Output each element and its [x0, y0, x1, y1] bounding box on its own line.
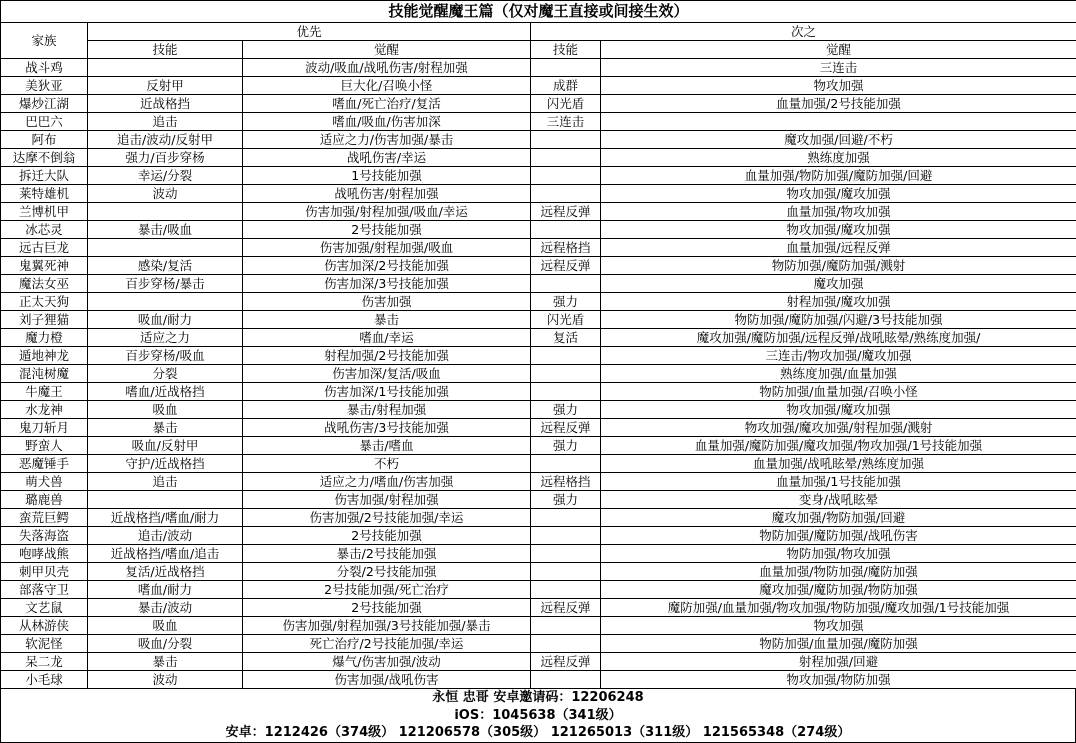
- table-row: [1, 329, 1076, 347]
- secondary-awaken-cell: 三连击/物攻加强/魔攻加强: [601, 347, 1076, 365]
- family-cell: 恶魔锤手: [1, 455, 88, 473]
- priority-awaken-cell: 伤害加强/2号技能加强/幸运: [243, 509, 531, 527]
- family-header: 家族: [1, 23, 88, 59]
- family-cell: 兰博机甲: [1, 203, 88, 221]
- secondary-skill-cell: [531, 671, 601, 689]
- table-row: [1, 527, 1076, 545]
- secondary-skill-cell: 远程反弹: [531, 653, 601, 671]
- secondary-skill-cell: [531, 527, 601, 545]
- priority-skill-cell: 波动: [88, 671, 243, 689]
- family-cell: 正太天狗: [1, 293, 88, 311]
- priority-skill-header: 技能: [88, 41, 243, 59]
- secondary-awaken-cell: 熟练度加强/血量加强: [601, 365, 1076, 383]
- priority-awaken-cell: 2号技能加强/死亡治疗: [243, 581, 531, 599]
- priority-awaken-cell: 伤害加强/射程加强: [243, 491, 531, 509]
- family-cell: 从林游侠: [1, 617, 88, 635]
- priority-awaken-cell: 不朽: [243, 455, 531, 473]
- secondary-skill-cell: [531, 275, 601, 293]
- priority-skill-cell: 感染/复活: [88, 257, 243, 275]
- table-row: [1, 437, 1076, 455]
- priority-skill-cell: 百步穿杨/暴击: [88, 275, 243, 293]
- priority-awaken-header: 觉醒: [243, 41, 531, 59]
- footer-line-android: 安卓：1212426（374级） 121206578（305级） 121265013（311级） 121565348（274级）: [1, 724, 1075, 742]
- secondary-awaken-cell: 物防加强/魔防加强/闪避/3号技能加强: [601, 311, 1076, 329]
- secondary-skill-cell: 三连击: [531, 113, 601, 131]
- priority-awaken-cell: 死亡治疗/2号技能加强/幸运: [243, 635, 531, 653]
- priority-skill-cell: [88, 59, 243, 77]
- table-row: [1, 563, 1076, 581]
- secondary-skill-cell: [531, 167, 601, 185]
- priority-awaken-cell: 伤害加强/射程加强/3号技能加强/暴击: [243, 617, 531, 635]
- table-row: [1, 365, 1076, 383]
- family-cell: 莱特雄机: [1, 185, 88, 203]
- priority-awaken-cell: 暴击/嗜血: [243, 437, 531, 455]
- secondary-awaken-cell: 魔攻加强/物防加强/回避: [601, 509, 1076, 527]
- secondary-awaken-cell: 血量加强/物防加强/魔防加强/回避: [601, 167, 1076, 185]
- secondary-skill-cell: [531, 131, 601, 149]
- priority-skill-cell: 嗜血/耐力: [88, 581, 243, 599]
- priority-awaken-cell: 2号技能加强: [243, 599, 531, 617]
- sheet-title: 技能觉醒魔王篇（仅对魔王直接或间接生效）: [1, 1, 1076, 23]
- secondary-awaken-cell: 物攻加强/物防加强: [601, 671, 1076, 689]
- family-cell: 冰芯灵: [1, 221, 88, 239]
- secondary-skill-cell: 闪光盾: [531, 95, 601, 113]
- table-row: [1, 293, 1076, 311]
- secondary-skill-cell: 复活: [531, 329, 601, 347]
- priority-skill-cell: [88, 491, 243, 509]
- priority-skill-cell: 吸血/分裂: [88, 635, 243, 653]
- family-cell: 战斗鸡: [1, 59, 88, 77]
- priority-skill-cell: 强力/百步穿杨: [88, 149, 243, 167]
- family-cell: 阿布: [1, 131, 88, 149]
- table-row: [1, 653, 1076, 671]
- secondary-awaken-cell: 魔攻加强/魔防加强/物防加强: [601, 581, 1076, 599]
- priority-awaken-cell: 伤害加强/战吼伤害: [243, 671, 531, 689]
- family-cell: 咆哮战熊: [1, 545, 88, 563]
- priority-skill-cell: 百步穿杨/吸血: [88, 347, 243, 365]
- secondary-awaken-cell: 物攻加强/魔攻加强: [601, 185, 1076, 203]
- family-cell: 小毛球: [1, 671, 88, 689]
- priority-awaken-cell: 伤害加强/射程加强/吸血/幸运: [243, 203, 531, 221]
- secondary-skill-cell: [531, 455, 601, 473]
- priority-skill-cell: 近战格挡/嗜血/追击: [88, 545, 243, 563]
- table-body: [1, 59, 1076, 689]
- secondary-awaken-cell: 物防加强/血量加强/召唤小怪: [601, 383, 1076, 401]
- priority-awaken-cell: 暴击: [243, 311, 531, 329]
- secondary-awaken-cell: 血量加强/远程反弹: [601, 239, 1076, 257]
- priority-skill-cell: 追击: [88, 113, 243, 131]
- table-row: [1, 347, 1076, 365]
- priority-awaken-cell: 伤害加深/复活/吸血: [243, 365, 531, 383]
- secondary-skill-cell: [531, 149, 601, 167]
- table-row: [1, 491, 1076, 509]
- priority-awaken-cell: 2号技能加强: [243, 527, 531, 545]
- secondary-skill-cell: [531, 383, 601, 401]
- family-cell: 呆二龙: [1, 653, 88, 671]
- priority-awaken-cell: 适应之力/嗜血/伤害加强: [243, 473, 531, 491]
- secondary-awaken-cell: 物攻加强/魔攻加强/射程加强/溅射: [601, 419, 1076, 437]
- priority-skill-cell: 追击/波动: [88, 527, 243, 545]
- priority-skill-cell: 分裂: [88, 365, 243, 383]
- priority-skill-cell: [88, 293, 243, 311]
- priority-awaken-cell: 波动/吸血/战吼伤害/射程加强: [243, 59, 531, 77]
- family-cell: 遁地神龙: [1, 347, 88, 365]
- priority-skill-cell: 暴击: [88, 419, 243, 437]
- family-cell: 蛮荒巨鳄: [1, 509, 88, 527]
- table-row: [1, 203, 1076, 221]
- priority-awaken-cell: 嗜血/幸运: [243, 329, 531, 347]
- priority-skill-cell: 吸血: [88, 617, 243, 635]
- family-cell: 混沌树魔: [1, 365, 88, 383]
- family-cell: 鬼翼死神: [1, 257, 88, 275]
- secondary-skill-cell: 强力: [531, 401, 601, 419]
- secondary-skill-cell: 强力: [531, 491, 601, 509]
- table-row: [1, 167, 1076, 185]
- priority-header: 优先: [88, 23, 531, 41]
- priority-skill-cell: 近战格挡/嗜血/耐力: [88, 509, 243, 527]
- secondary-awaken-cell: 物防加强/物攻加强: [601, 545, 1076, 563]
- priority-awaken-cell: 战吼伤害/射程加强: [243, 185, 531, 203]
- secondary-awaken-cell: 魔攻加强: [601, 275, 1076, 293]
- priority-skill-cell: 波动: [88, 185, 243, 203]
- priority-skill-cell: 吸血/耐力: [88, 311, 243, 329]
- table-row: [1, 473, 1076, 491]
- secondary-skill-cell: 远程反弹: [531, 257, 601, 275]
- priority-skill-cell: 暴击: [88, 653, 243, 671]
- priority-awaken-cell: 战吼伤害/幸运: [243, 149, 531, 167]
- family-cell: 远古巨龙: [1, 239, 88, 257]
- family-cell: 牛魔王: [1, 383, 88, 401]
- secondary-awaken-cell: 物攻加强: [601, 617, 1076, 635]
- secondary-skill-cell: [531, 185, 601, 203]
- table-row: [1, 59, 1076, 77]
- priority-awaken-cell: 巨大化/召唤小怪: [243, 77, 531, 95]
- priority-awaken-cell: 嗜血/死亡治疗/复活: [243, 95, 531, 113]
- priority-skill-cell: 追击/波动/反射甲: [88, 131, 243, 149]
- secondary-awaken-cell: 射程加强/魔攻加强: [601, 293, 1076, 311]
- family-cell: 软泥怪: [1, 635, 88, 653]
- priority-skill-cell: 复活/近战格挡: [88, 563, 243, 581]
- secondary-awaken-cell: 熟练度加强: [601, 149, 1076, 167]
- secondary-awaken-cell: 物防加强/魔防加强/战吼伤害: [601, 527, 1076, 545]
- priority-skill-cell: 反射甲: [88, 77, 243, 95]
- secondary-awaken-cell: [601, 113, 1076, 131]
- priority-skill-cell: [88, 203, 243, 221]
- priority-awaken-cell: 伤害加强: [243, 293, 531, 311]
- table-row: [1, 221, 1076, 239]
- table-row: [1, 257, 1076, 275]
- priority-skill-cell: 适应之力: [88, 329, 243, 347]
- secondary-awaken-header: 觉醒: [601, 41, 1076, 59]
- family-cell: 巴巴六: [1, 113, 88, 131]
- table-row: [1, 455, 1076, 473]
- secondary-skill-cell: 远程反弹: [531, 203, 601, 221]
- secondary-awaken-cell: 魔攻加强/魔防加强/远程反弹/战吼眩晕/熟练度加强/: [601, 329, 1076, 347]
- table-row: [1, 95, 1076, 113]
- secondary-skill-header: 技能: [531, 41, 601, 59]
- secondary-skill-cell: [531, 563, 601, 581]
- secondary-skill-cell: [531, 509, 601, 527]
- family-cell: 鬼刀斩月: [1, 419, 88, 437]
- secondary-awaken-cell: 魔攻加强/回避/不朽: [601, 131, 1076, 149]
- table-row: [1, 581, 1076, 599]
- secondary-skill-cell: 成群: [531, 77, 601, 95]
- family-cell: 魔法女巫: [1, 275, 88, 293]
- secondary-awaken-cell: 物攻加强/魔攻加强: [601, 221, 1076, 239]
- secondary-awaken-cell: 物防加强/血量加强/魔防加强: [601, 635, 1076, 653]
- secondary-awaken-cell: 三连击: [601, 59, 1076, 77]
- family-cell: 美狄亚: [1, 77, 88, 95]
- priority-skill-cell: 近战格挡: [88, 95, 243, 113]
- secondary-awaken-cell: 血量加强/物防加强/魔防加强: [601, 563, 1076, 581]
- priority-skill-cell: 吸血/反射甲: [88, 437, 243, 455]
- secondary-skill-cell: 远程反弹: [531, 419, 601, 437]
- table-row: [1, 77, 1076, 95]
- priority-skill-cell: 嗜血/近战格挡: [88, 383, 243, 401]
- table-row: [1, 185, 1076, 203]
- priority-awaken-cell: 爆气/伤害加强/波动: [243, 653, 531, 671]
- secondary-skill-cell: [531, 347, 601, 365]
- table-row: [1, 275, 1076, 293]
- priority-awaken-cell: 嗜血/吸血/伤害加深: [243, 113, 531, 131]
- table-row: [1, 311, 1076, 329]
- family-cell: 水龙神: [1, 401, 88, 419]
- secondary-skill-cell: 强力: [531, 437, 601, 455]
- secondary-skill-cell: 闪光盾: [531, 311, 601, 329]
- family-cell: 刘子狸猫: [1, 311, 88, 329]
- footer-line-ios: iOS：1045638（341级）: [1, 707, 1075, 725]
- priority-skill-cell: [88, 239, 243, 257]
- secondary-awaken-cell: 物防加强/魔防加强/溅射: [601, 257, 1076, 275]
- table-row: [1, 113, 1076, 131]
- priority-awaken-cell: 分裂/2号技能加强: [243, 563, 531, 581]
- priority-skill-cell: 追击: [88, 473, 243, 491]
- secondary-skill-cell: [531, 635, 601, 653]
- secondary-header: 次之: [531, 23, 1076, 41]
- footer-contact: [0, 689, 1076, 743]
- priority-skill-cell: 守护/近战格挡: [88, 455, 243, 473]
- table-row: [1, 635, 1076, 653]
- secondary-awaken-cell: 物攻加强: [601, 77, 1076, 95]
- family-cell: 失落海盗: [1, 527, 88, 545]
- secondary-awaken-cell: 变身/战吼眩晕: [601, 491, 1076, 509]
- family-cell: 刺甲贝壳: [1, 563, 88, 581]
- secondary-awaken-cell: 血量加强/物攻加强: [601, 203, 1076, 221]
- secondary-awaken-cell: 射程加强/回避: [601, 653, 1076, 671]
- secondary-skill-cell: [531, 221, 601, 239]
- priority-awaken-cell: 射程加强/2号技能加强: [243, 347, 531, 365]
- secondary-awaken-cell: 血量加强/2号技能加强: [601, 95, 1076, 113]
- table-row: [1, 383, 1076, 401]
- secondary-awaken-cell: 血量加强/魔防加强/魔攻加强/物攻加强/1号技能加强: [601, 437, 1076, 455]
- secondary-skill-cell: [531, 617, 601, 635]
- priority-skill-cell: 幸运/分裂: [88, 167, 243, 185]
- footer-line-invite: 永恒 忠哥 安卓邀请码：12206248: [1, 689, 1075, 707]
- priority-awaken-cell: 暴击/射程加强: [243, 401, 531, 419]
- family-cell: 部落守卫: [1, 581, 88, 599]
- priority-awaken-cell: 2号技能加强: [243, 221, 531, 239]
- table-row: [1, 419, 1076, 437]
- table-row: [1, 599, 1076, 617]
- priority-awaken-cell: 战吼伤害/3号技能加强: [243, 419, 531, 437]
- family-cell: 魔力橙: [1, 329, 88, 347]
- priority-skill-cell: 暴击/吸血: [88, 221, 243, 239]
- secondary-skill-cell: 远程格挡: [531, 473, 601, 491]
- family-cell: 达摩不倒翁: [1, 149, 88, 167]
- priority-awaken-cell: 1号技能加强: [243, 167, 531, 185]
- secondary-skill-cell: 远程反弹: [531, 599, 601, 617]
- family-cell: 萌犬兽: [1, 473, 88, 491]
- family-cell: 爆炒江湖: [1, 95, 88, 113]
- secondary-awaken-cell: 血量加强/1号技能加强: [601, 473, 1076, 491]
- priority-skill-cell: 暴击/波动: [88, 599, 243, 617]
- secondary-skill-cell: 强力: [531, 293, 601, 311]
- table-row: [1, 671, 1076, 689]
- family-cell: 拆迁大队: [1, 167, 88, 185]
- secondary-skill-cell: [531, 581, 601, 599]
- table-row: [1, 239, 1076, 257]
- priority-awaken-cell: 适应之力/伤害加强/暴击: [243, 131, 531, 149]
- priority-awaken-cell: 伤害加深/3号技能加强: [243, 275, 531, 293]
- secondary-skill-cell: [531, 545, 601, 563]
- family-cell: 文艺鼠: [1, 599, 88, 617]
- priority-awaken-cell: 伤害加深/1号技能加强: [243, 383, 531, 401]
- priority-awaken-cell: 伤害加深/2号技能加强: [243, 257, 531, 275]
- table-row: [1, 617, 1076, 635]
- secondary-skill-cell: [531, 365, 601, 383]
- secondary-skill-cell: [531, 59, 601, 77]
- family-cell: 璐鹿兽: [1, 491, 88, 509]
- priority-skill-cell: 吸血: [88, 401, 243, 419]
- priority-awaken-cell: 暴击/2号技能加强: [243, 545, 531, 563]
- table-row: [1, 509, 1076, 527]
- table-row: [1, 401, 1076, 419]
- family-cell: 野蛮人: [1, 437, 88, 455]
- table-row: [1, 131, 1076, 149]
- secondary-skill-cell: 远程格挡: [531, 239, 601, 257]
- secondary-awaken-cell: 物攻加强/魔攻加强: [601, 401, 1076, 419]
- table-row: [1, 545, 1076, 563]
- secondary-awaken-cell: 血量加强/战吼眩晕/熟练度加强: [601, 455, 1076, 473]
- table-row: [1, 149, 1076, 167]
- secondary-awaken-cell: 魔防加强/血量加强/物攻加强/物防加强/魔攻加强/1号技能加强: [601, 599, 1076, 617]
- priority-awaken-cell: 伤害加强/射程加强/吸血: [243, 239, 531, 257]
